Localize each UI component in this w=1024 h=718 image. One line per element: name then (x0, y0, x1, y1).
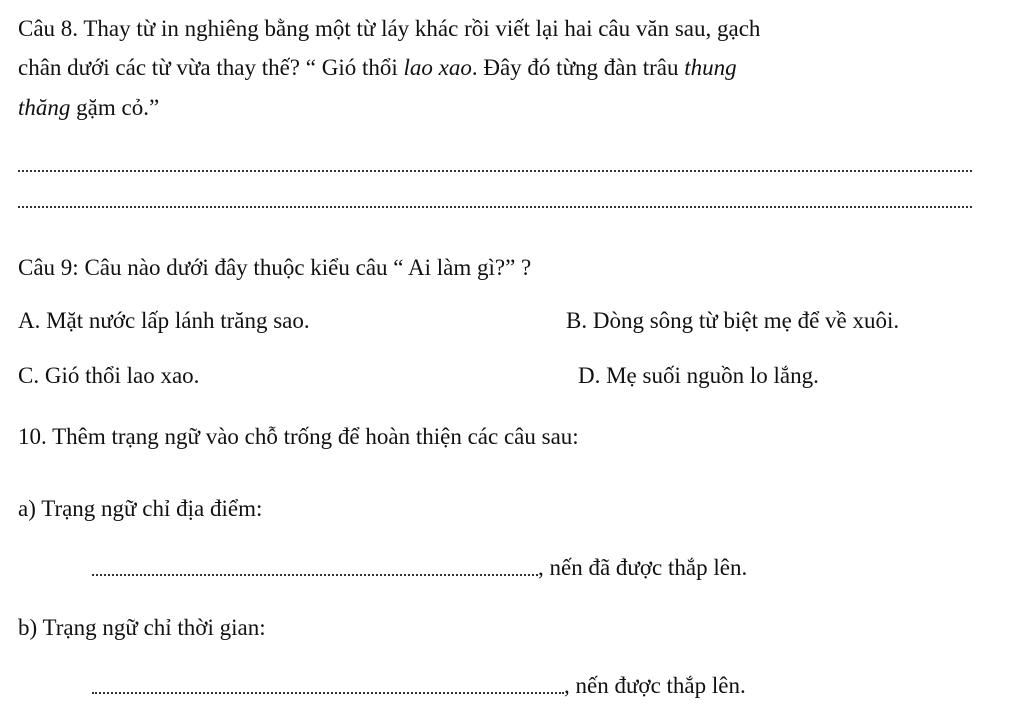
q8-line-3 (18, 93, 159, 123)
q10-part-a-label (18, 494, 262, 524)
q10-title-text: 10. Thêm trạng ngữ vào chỗ trống để hoàn thiện các câu sau: (18, 424, 579, 449)
q8-text-2-mid: . Đây đó từng đàn trâu (471, 55, 685, 80)
q10-part-a-sentence: , nến đã được thắp lên. (538, 555, 748, 580)
q9-option-a (18, 306, 310, 336)
q9-option-c-text: C. Gió thổi lao xao. (18, 363, 200, 388)
answer-dotted-line-2 (18, 206, 972, 208)
q9-option-a-text: A. Mặt nước lấp lánh trăng sao. (18, 308, 310, 333)
q8-text-1: Câu 8. Thay từ in nghiêng bằng một từ láy khác rồi viết lại hai câu văn sau, gạch (18, 16, 761, 41)
q9-option-d (578, 361, 819, 391)
q10-title (18, 422, 579, 452)
q10-part-b-row (92, 671, 746, 701)
q10-part-b-blank (92, 692, 564, 694)
q8-italic-thung: thung (684, 55, 737, 80)
q10-part-a-blank (92, 574, 538, 576)
answer-dotted-line-1 (18, 170, 972, 172)
q8-text-2-pre: chân dưới các từ vừa thay thế? “ Gió thổi (18, 55, 404, 80)
q9-option-c (18, 361, 199, 391)
q10-part-b-label (18, 613, 266, 643)
q10-part-b-sentence: , nến được thắp lên. (564, 673, 746, 698)
q9-option-b-text: B. Dòng sông từ biệt mẹ để về xuôi. (566, 308, 900, 333)
q8-line-2 (18, 53, 737, 83)
q8-italic-thang: thăng (18, 95, 71, 120)
q10-part-a-label-text: a) Trạng ngữ chỉ địa điểm: (18, 496, 263, 521)
q10-part-b-label-text: b) Trạng ngữ chỉ thời gian: (18, 615, 266, 640)
q9-question-text: Câu 9: Câu nào dưới đây thuộc kiểu câu “ Ai làm gì?” ? (18, 255, 532, 280)
q10-part-a-row (92, 553, 747, 583)
q8-text-3-post: gặm cỏ.” (70, 95, 160, 120)
q9-option-b (566, 306, 899, 336)
q8-line-1 (18, 14, 760, 44)
q9-question (18, 253, 531, 283)
q9-option-d-text: D. Mẹ suối nguồn lo lắng. (578, 363, 819, 388)
q8-italic-lao-xao: lao xao (403, 55, 472, 80)
